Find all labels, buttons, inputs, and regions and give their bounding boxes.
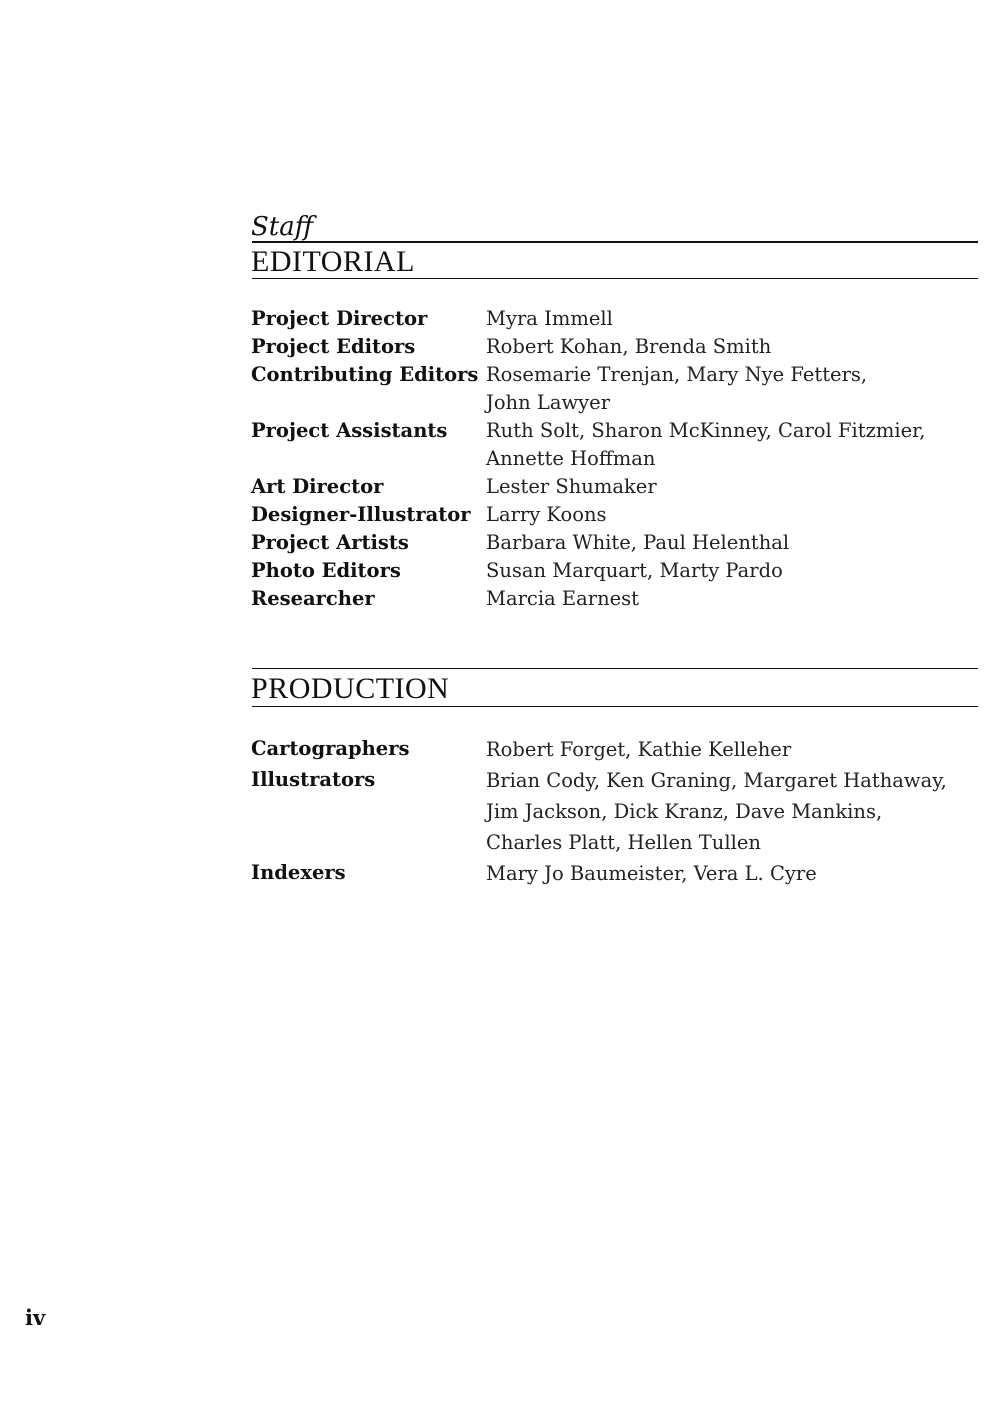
credit-names (486, 557, 926, 585)
credit-row (251, 585, 926, 613)
credit-names (486, 529, 926, 557)
credit-name-line: Annette Hoffman (486, 447, 656, 470)
credit-names (486, 305, 926, 333)
credit-names (486, 585, 926, 613)
staff-title: Staff (251, 212, 314, 242)
credit-role: Project Artists (251, 531, 409, 554)
production-credits (251, 734, 947, 889)
credit-names (486, 765, 947, 858)
credit-role: Art Director (251, 475, 384, 498)
editorial-heading: EDITORIAL (251, 245, 415, 278)
credit-name-line: Rosemarie Trenjan, Mary Nye Fetters, (486, 363, 868, 386)
credit-names (486, 417, 926, 473)
credit-name-line: Mary Jo Baumeister, Vera L. Cyre (486, 862, 817, 885)
credit-role: Researcher (251, 587, 375, 610)
credit-row (251, 333, 926, 361)
credit-role: Project Assistants (251, 419, 448, 442)
credit-name-line: Charles Platt, Hellen Tullen (486, 831, 761, 854)
page-number: iv (25, 1305, 46, 1330)
credit-role: Cartographers (251, 737, 410, 760)
production-top-rule (252, 668, 978, 669)
credit-name-line: Larry Koons (486, 503, 607, 526)
production-rule (252, 706, 978, 707)
credit-names (486, 333, 926, 361)
credit-row (251, 305, 926, 333)
credit-role: Indexers (251, 861, 346, 884)
credit-name-line: Marcia Earnest (486, 587, 640, 610)
credit-role: Photo Editors (251, 559, 401, 582)
credit-row (251, 417, 926, 473)
credit-name-line: Robert Forget, Kathie Kelleher (486, 738, 792, 761)
editorial-credits (251, 305, 926, 613)
credit-name-line: Brian Cody, Ken Graning, Margaret Hathaway, (486, 769, 947, 792)
credit-name-line: Myra Immell (486, 307, 613, 330)
credit-names (486, 858, 947, 889)
credit-row (251, 557, 926, 585)
staff-rule (252, 241, 978, 243)
credit-role: Designer-Illustrator (251, 503, 471, 526)
credit-names (486, 734, 947, 765)
credit-name-line: Lester Shumaker (486, 475, 657, 498)
credit-names (486, 473, 926, 501)
credit-row (251, 473, 926, 501)
production-heading: PRODUCTION (251, 672, 450, 705)
credit-name-line: Barbara White, Paul Helenthal (486, 531, 790, 554)
credit-name-line: Robert Kohan, Brenda Smith (486, 335, 772, 358)
credit-role: Project Editors (251, 335, 416, 358)
credit-row (251, 858, 947, 889)
credit-row (251, 734, 947, 765)
credit-names (486, 361, 926, 417)
credit-row (251, 361, 926, 417)
credit-role: Illustrators (251, 768, 376, 791)
credit-name-line: Ruth Solt, Sharon McKinney, Carol Fitzmier, (486, 419, 926, 442)
editorial-rule (252, 278, 978, 279)
credit-names (486, 501, 926, 529)
credit-row (251, 501, 926, 529)
credit-role: Contributing Editors (251, 363, 479, 386)
credit-row (251, 765, 947, 858)
credit-name-line: Susan Marquart, Marty Pardo (486, 559, 783, 582)
credit-name-line: Jim Jackson, Dick Kranz, Dave Mankins, (486, 800, 883, 823)
credit-name-line: John Lawyer (486, 391, 611, 414)
credit-role: Project Director (251, 307, 428, 330)
credit-row (251, 529, 926, 557)
